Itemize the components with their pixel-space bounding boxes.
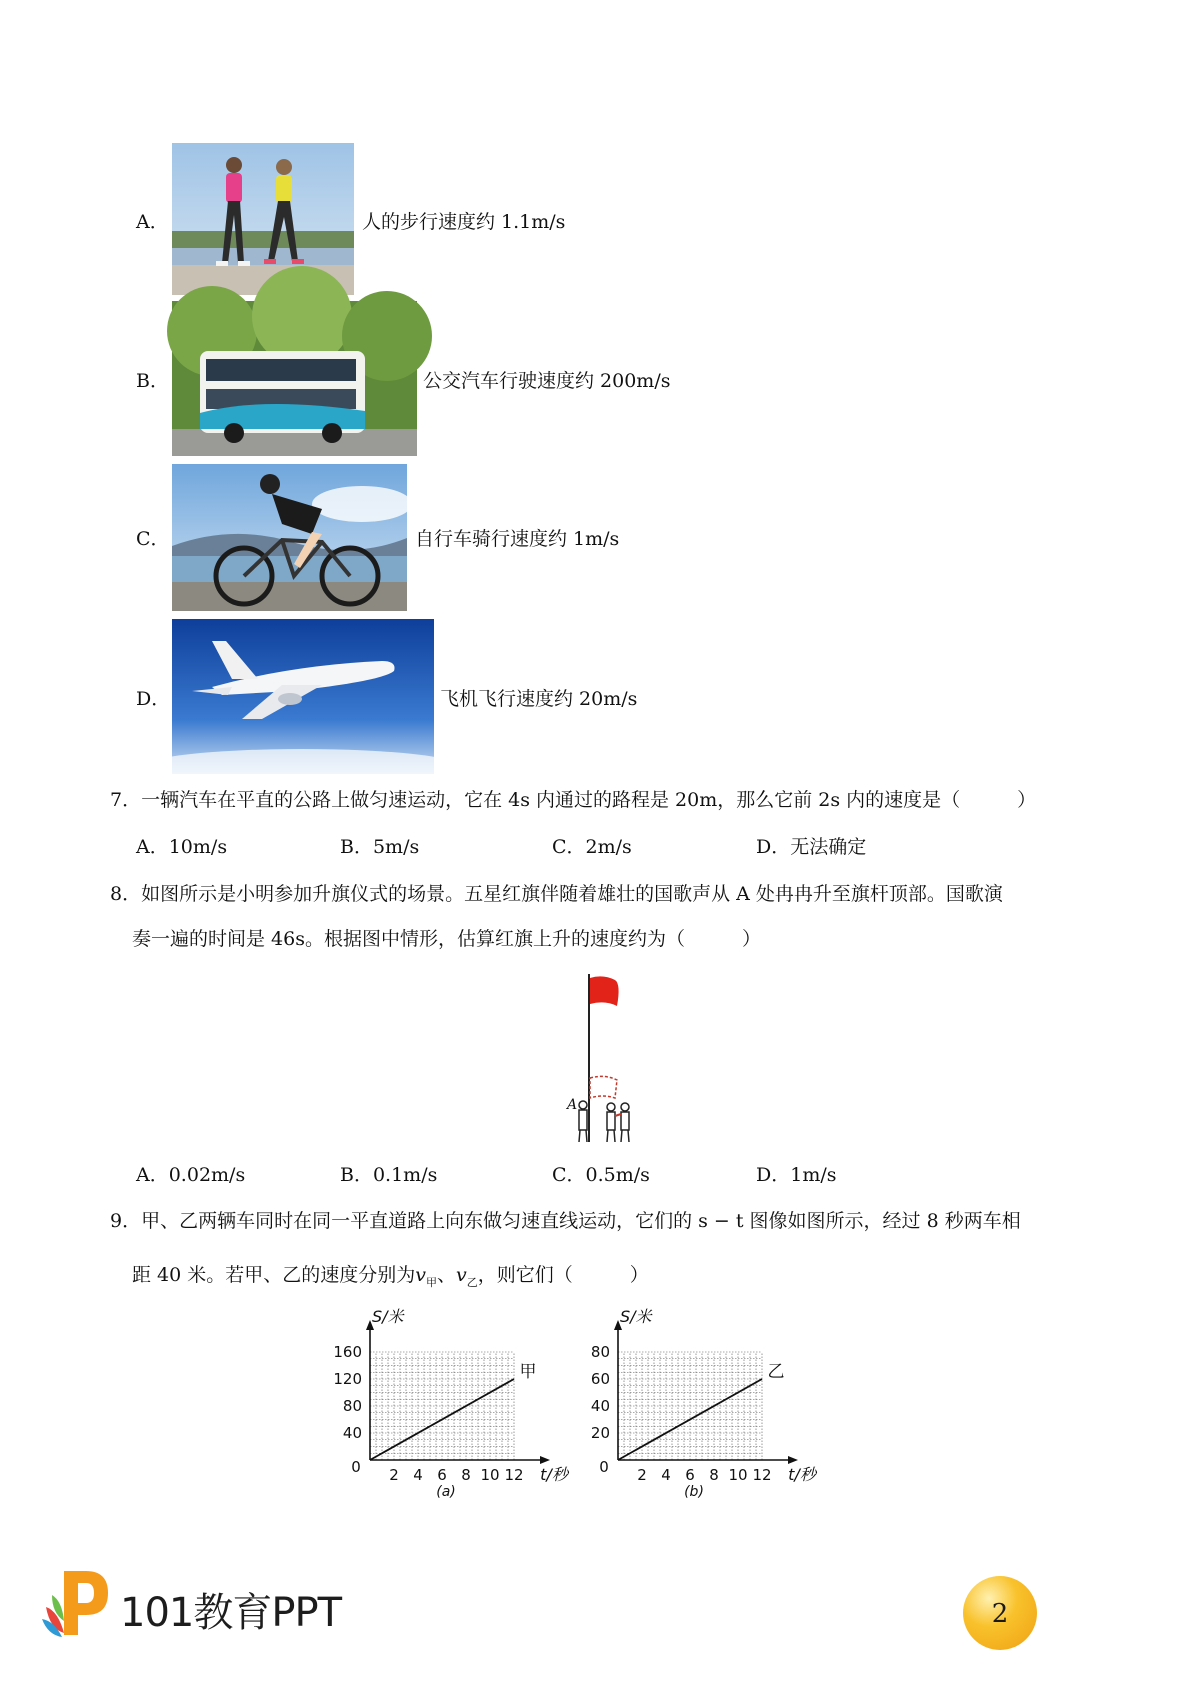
x-tick-label: 12	[752, 1466, 772, 1484]
y-tick-label: 40	[590, 1397, 610, 1415]
q8-option-b: B．0.1m/s	[340, 1164, 438, 1186]
option-letter-c: C．	[136, 528, 170, 550]
page-number-badge	[963, 1576, 1037, 1650]
option-c-text: 自行车骑行速度约 1m/s	[415, 528, 620, 550]
chart-a	[333, 1307, 570, 1500]
y-tick-label: 120	[333, 1370, 362, 1388]
question-9-stem-line1: 9．甲、乙两辆车同时在同一平直道路上向东做匀速直线运动，它们的 s − t 图像如图所示，经过 8 秒两车相	[110, 1210, 1021, 1232]
x-tick-label: 8	[709, 1466, 719, 1484]
x-tick-label: 4	[661, 1466, 671, 1484]
x-tick-label: 10	[728, 1466, 748, 1484]
chart-b	[591, 1307, 819, 1500]
y-tick-label: 80	[590, 1343, 610, 1361]
y-tick-label: 80	[342, 1397, 362, 1415]
flag-position-label: A	[567, 1097, 578, 1113]
y-axis-label: S/米	[372, 1307, 404, 1326]
question-7-stem: 7．一辆汽车在平直的公路上做匀速运动，它在 4s 内通过的路程是 20m，那么它前 2s 内的速度是（ ）	[110, 789, 1037, 811]
q9-line2-suffix: ，则它们（ ）	[477, 1264, 649, 1286]
option-letter-d: D．	[136, 688, 171, 710]
v-yi-subscript: 乙	[466, 1275, 478, 1289]
q7-option-c: C．2m/s	[552, 836, 632, 858]
cyclist-photo	[172, 464, 407, 611]
q7-option-a: A．10m/s	[136, 836, 228, 858]
footer-brand	[36, 1563, 376, 1643]
origin-label: 0	[599, 1458, 609, 1476]
x-tick-label: 10	[480, 1466, 500, 1484]
x-tick-label: 4	[413, 1466, 423, 1484]
v-jia-symbol: v	[415, 1264, 426, 1286]
page-number: 2	[991, 1599, 1009, 1629]
y-tick-label: 160	[333, 1343, 362, 1361]
q8-option-d: D．1m/s	[756, 1164, 837, 1186]
x-tick-label: 2	[389, 1466, 399, 1484]
flag-raising-figure	[565, 970, 645, 1145]
option-letter-b: B．	[136, 370, 169, 392]
chart-caption: (a)	[436, 1484, 456, 1500]
q8-option-a: A．0.02m/s	[136, 1164, 246, 1186]
v-yi-symbol: v	[456, 1264, 467, 1286]
origin-label: 0	[351, 1458, 361, 1476]
y-tick-label: 60	[590, 1370, 610, 1388]
question-9-stem-line2	[132, 1266, 649, 1288]
x-axis-arrow-icon	[540, 1456, 550, 1464]
x-axis-label: t/秒	[788, 1465, 816, 1484]
series-label: 甲	[519, 1362, 537, 1382]
x-axis-label: t/秒	[540, 1465, 568, 1484]
symbol-separator: 、	[437, 1264, 457, 1286]
option-letter-a: A．	[136, 211, 169, 233]
airplane-photo	[172, 619, 434, 774]
q7-option-b: B．5m/s	[340, 836, 420, 858]
option-d-text: 飞机飞行速度约 20m/s	[440, 688, 638, 710]
option-a-text: 人的步行速度约 1.1m/s	[362, 211, 566, 233]
q8-option-c: C．0.5m/s	[552, 1164, 650, 1186]
q9-line2-prefix: 距 40 米。若甲、乙的速度分别为	[132, 1264, 416, 1286]
st-charts	[333, 1300, 860, 1520]
y-tick-label: 40	[342, 1424, 362, 1442]
x-tick-label: 8	[461, 1466, 471, 1484]
x-tick-label: 12	[504, 1466, 524, 1484]
y-axis-label: S/米	[620, 1307, 652, 1326]
x-tick-label: 2	[637, 1466, 647, 1484]
double-decker-bus-photo	[172, 301, 417, 456]
x-axis-arrow-icon	[788, 1456, 798, 1464]
x-tick-label: 6	[437, 1466, 447, 1484]
q7-option-d: D．无法确定	[756, 836, 867, 858]
x-tick-label: 6	[685, 1466, 695, 1484]
brand-logo-icon	[36, 1563, 116, 1643]
y-tick-label: 20	[590, 1424, 610, 1442]
brand-name: 101教育PPT	[120, 1590, 342, 1636]
question-8-stem-line2: 奏一遍的时间是 46s。根据图中情形，估算红旗上升的速度约为（ ）	[132, 928, 761, 950]
question-8-stem-line1: 8．如图所示是小明参加升旗仪式的场景。五星红旗伴随着雄壮的国歌声从 A 处冉冉升至旗杆顶部。国歌演	[110, 883, 1003, 905]
option-b-text: 公交汽车行驶速度约 200m/s	[423, 370, 671, 392]
chart-caption: (b)	[684, 1484, 704, 1500]
walking-women-photo	[172, 143, 354, 295]
v-jia-subscript: 甲	[426, 1275, 437, 1289]
series-label: 乙	[767, 1362, 785, 1382]
